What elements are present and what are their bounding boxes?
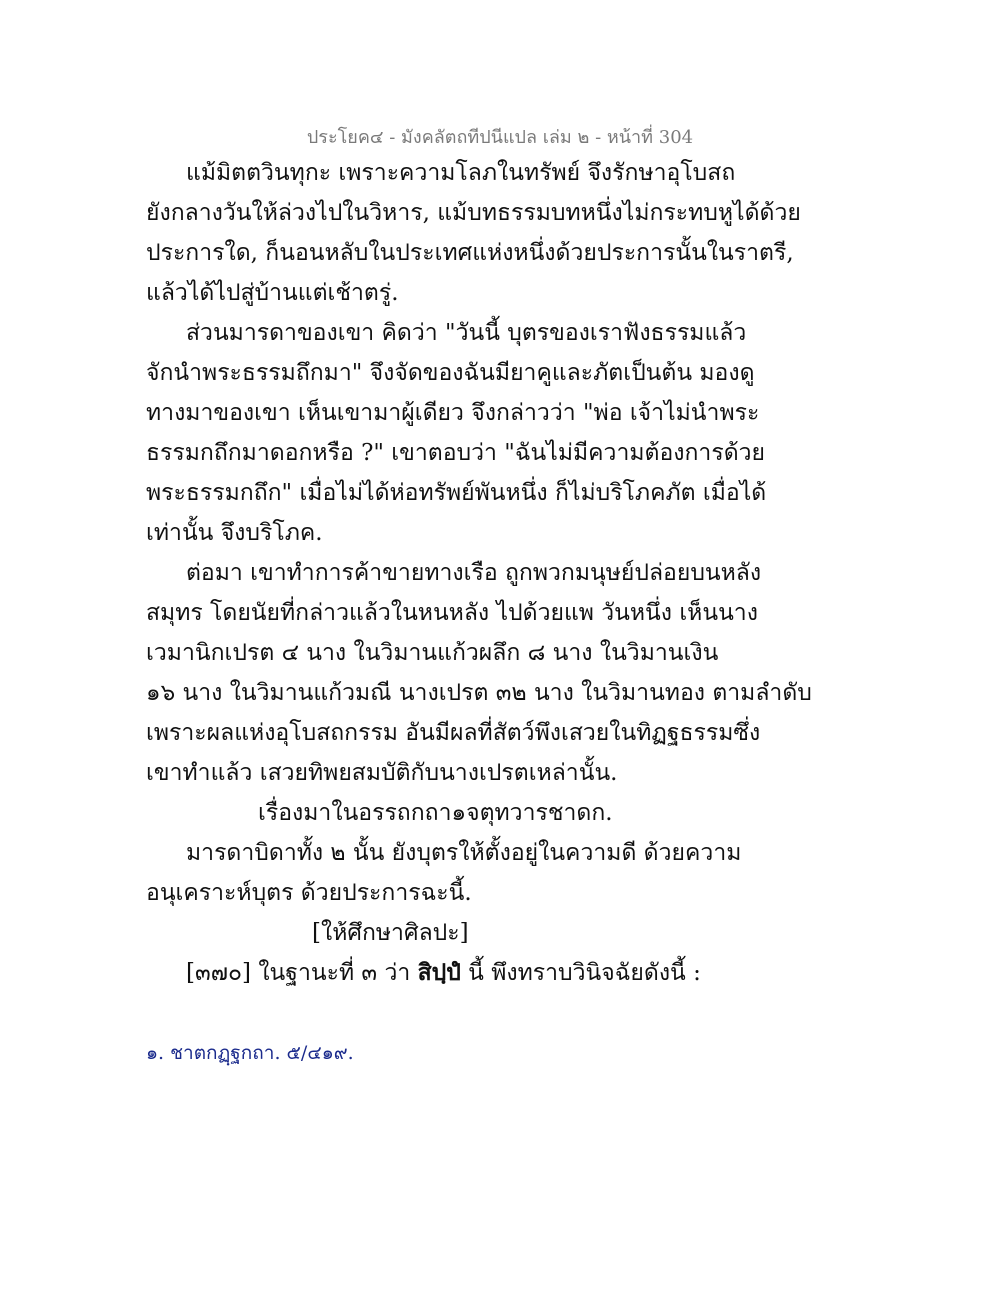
text-line: สมุทร โดยนัยที่กล่าวแล้วในหนหลัง ไปด้วยแพ วันหนึ่ง เห็นนาง (146, 600, 758, 626)
text-line (186, 958, 701, 988)
text-continuation: นี้ พึงทราบวินิจฉัยดังนี้ : (460, 960, 701, 986)
source-note: เรื่องมาในอรรถกถา๑จตุทวารชาดก. (258, 800, 613, 826)
text-line: เวมานิกเปรต ๔ นาง ในวิมานแก้วผลึก ๘ นาง ในวิมานเงิน (146, 640, 719, 666)
text-line: เขาทำแล้ว เสวยทิพยสมบัติกับนางเปรตเหล่านั้น. (146, 760, 618, 786)
footnote: ๑. ชาตกฏฺฐกถา. ๕/๔๑๙. (146, 1042, 354, 1064)
text-line: แล้วได้ไปสู่บ้านแต่เช้าตรู่. (146, 280, 399, 306)
text-line: ๑๖ นาง ในวิมานแก้วมณี นางเปรต ๓๒ นาง ในวิมานทอง ตามลำดับ (146, 680, 812, 706)
pali-term: สิปฺปํ (417, 959, 461, 986)
text-line: เท่านั้น จึงบริโภค. (146, 520, 323, 546)
text-line: มารดาบิดาทั้ง ๒ นั้น ยังบุตรให้ตั้งอยู่ในความดี ด้วยความ (186, 840, 742, 866)
text-line: ต่อมา เขาทำการค้าขายทางเรือ ถูกพวกมนุษย์ปล่อยบนหลัง (186, 560, 762, 586)
text-line: พระธรรมกถึก" เมื่อไม่ได้ห่อทรัพย์พันหนึ่ง ก็ไม่บริโภคภัต เมื่อได้ (146, 480, 767, 506)
text-line: ยังกลางวันให้ล่วงไปในวิหาร, แม้บทธรรมบทหนึ่งไม่กระทบหูได้ด้วย (146, 200, 801, 226)
section-heading: [ให้ศึกษาศิลปะ] (312, 920, 469, 946)
text-line: ทางมาของเขา เห็นเขามาผู้เดียว จึงกล่าวว่า "พ่อ เจ้าไม่นำพระ (146, 400, 760, 426)
text-line: เพราะผลแห่งอุโบสถกรรม อันมีผลที่สัตว์พึงเสวยในทิฏฐธรรมซึ่ง (146, 720, 761, 746)
text-line: อนุเคราะห์บุตร ด้วยประการฉะนี้. (146, 880, 472, 906)
text-line: จักนำพระธรรมถึกมา" จึงจัดของฉันมียาคูและภัตเป็นต้น มองดู (146, 360, 755, 386)
text-line: ธรรมกถึกมาดอกหรือ ?" เขาตอบว่า "ฉันไม่มีความต้องการด้วย (146, 440, 766, 466)
page-header: ประโยค๔ - มังคลัตถทีปนีแปล เล่ม ๒ - หน้าที่ 304 (306, 127, 694, 148)
text-line: ประการใด, ก็นอนหลับในประเทศแห่งหนึ่งด้วยประการนั้นในราตรี, (146, 240, 794, 266)
text-line: แม้มิตตวินทุกะ เพราะความโลภในทรัพย์ จึงรักษาอุโบสถ (186, 160, 736, 186)
text-line: ส่วนมารดาของเขา คิดว่า "วันนี้ บุตรของเราฟังธรรมแล้ว (186, 320, 747, 346)
section-number-text: [๓๗๐] ในฐานะที่ ๓ ว่า (186, 960, 418, 986)
